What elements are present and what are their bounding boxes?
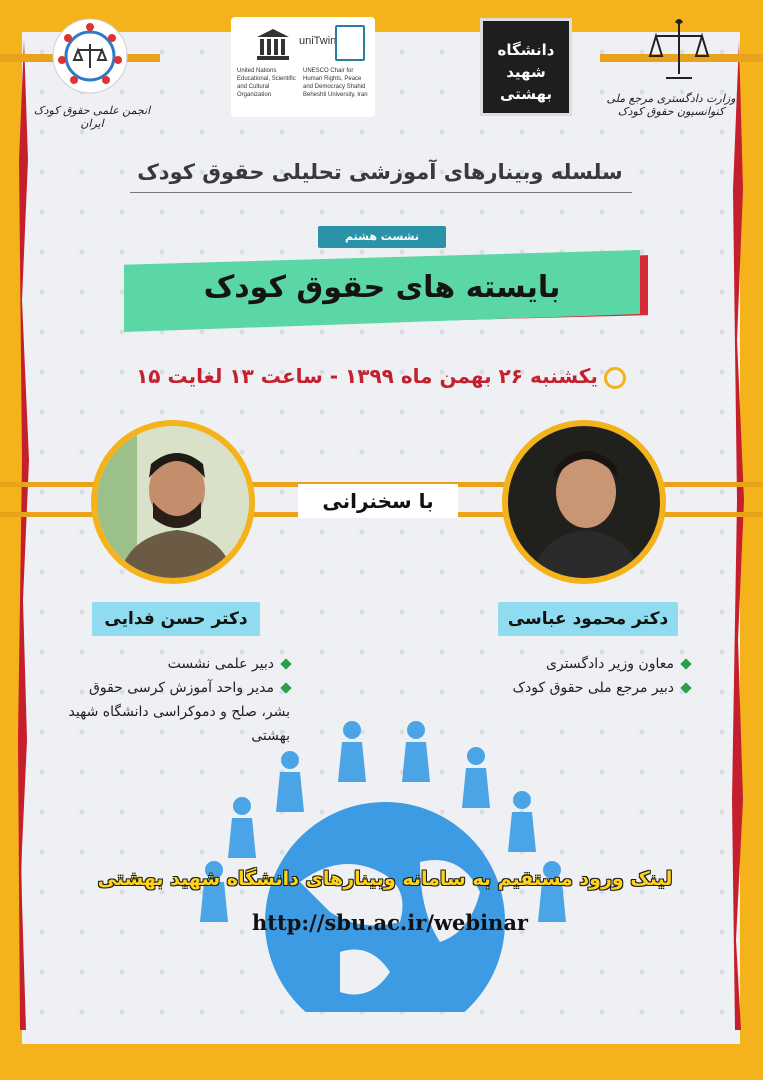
unitwin-caption: UNESCO Chair for Human Rights, Peace and Democracy Shahid Beheshti University, Iran	[303, 68, 368, 98]
event-date-text: یکشنبه ۲۶ بهمن ماه ۱۳۹۹ - ساعت ۱۳ لغایت ۱۵	[136, 364, 598, 388]
unesco-caption: United Nations Educational, Scientific and Cultural Organization	[237, 68, 296, 98]
university-wordmark: دانشگاه شهید بهشتی	[497, 41, 555, 103]
series-underline	[130, 192, 632, 193]
event-title: بایسته های حقوق کودک	[203, 270, 561, 305]
diamond-bullet-icon	[680, 658, 691, 669]
person-icon	[508, 426, 660, 578]
globe-children-illustration	[190, 712, 580, 1012]
event-date	[120, 364, 642, 389]
association-caption: انجمن علمی حقوق کودک ایران	[33, 104, 151, 130]
with-speakers-label: با سخنرانی	[298, 484, 458, 518]
series-title: سلسله وبینارهای آموزشی تحلیلی حقوق کودک	[137, 160, 623, 184]
speaker-photo-fadaei	[91, 420, 255, 584]
role-item: دبیر علمی نشست	[60, 652, 290, 676]
university-logo	[480, 18, 572, 116]
diamond-bullet-icon	[680, 682, 691, 693]
role-item: دبیر مرجع ملی حقوق کودک	[478, 676, 690, 700]
diamond-bullet-icon	[280, 682, 291, 693]
sbu-mini-logo	[335, 25, 365, 61]
unesco-logo-box	[231, 17, 375, 117]
session-tag: نشست هشتم	[318, 226, 446, 248]
webinar-link-url[interactable]: http://sbu.ac.ir/webinar	[252, 910, 528, 935]
webinar-link-label: لینک ورود مستقیم به سامانه وبینارهای دانشگاه شهید بهشتی	[97, 868, 673, 890]
left-red-brush	[18, 40, 32, 1030]
ministry-emblem	[648, 16, 710, 86]
unesco-temple-icon	[255, 27, 291, 61]
ministry-caption: وزارت دادگستری مرجع ملی کنوانسیون حقوق کودک	[606, 92, 736, 118]
unitwin-label: uniTwin	[299, 35, 337, 47]
speaker-name-abbasi: دکتر محمود عباسی	[498, 602, 678, 636]
speaker-name-fadaei: دکتر حسن فدایی	[92, 602, 260, 636]
role-item: مدیر واحد آموزش کرسی حقوق بشر، صلح و دموکراسی دانشگاه شهید بهشتی	[68, 680, 290, 744]
right-red-brush	[731, 40, 745, 1030]
speaker-photo-abbasi	[502, 420, 666, 584]
association-logo	[50, 16, 130, 96]
alarm-clock-icon	[604, 367, 626, 389]
diamond-bullet-icon	[280, 658, 291, 669]
role-item: معاون وزیر دادگستری	[478, 652, 690, 676]
person-icon	[97, 426, 249, 578]
speaker-roles-abbasi	[478, 652, 690, 700]
globe-icon	[265, 802, 505, 1012]
scales-icon	[650, 20, 708, 78]
